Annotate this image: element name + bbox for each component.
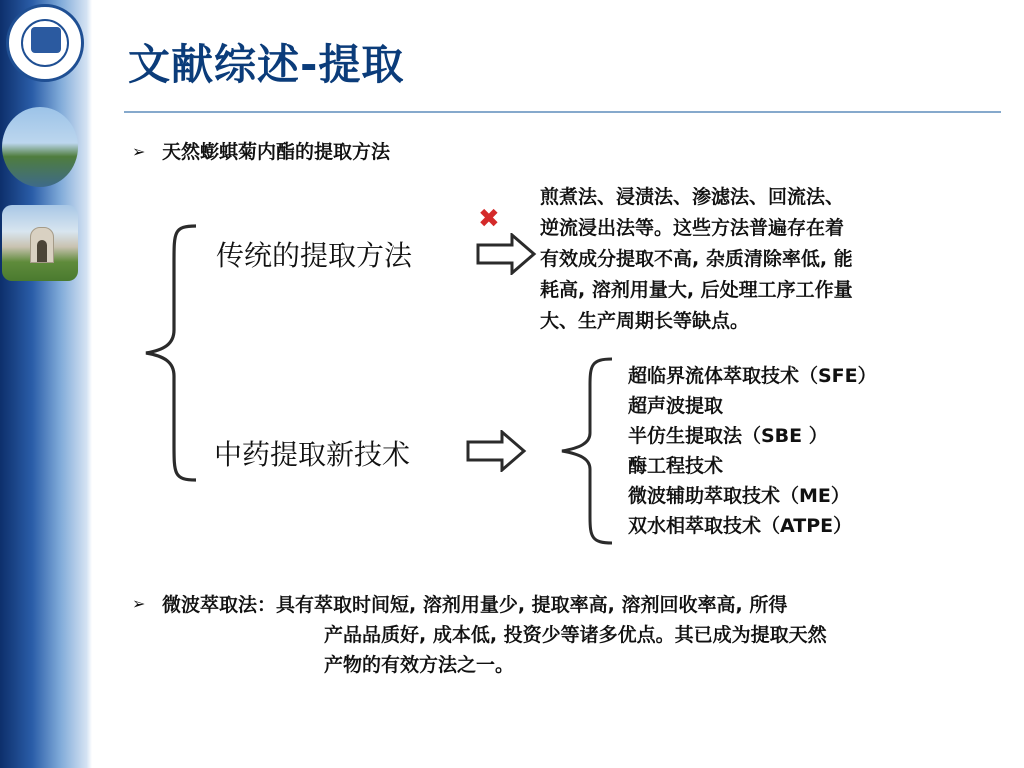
microwave-text <box>162 590 827 680</box>
campus-lake-photo <box>2 107 78 187</box>
list-item: 超声波提取 <box>628 395 724 417</box>
new-techniques-list <box>628 361 877 541</box>
microwave-line: 产品品质好, 成本低, 投资少等诸多优点。其已成为提取天然 <box>324 624 827 646</box>
desc-line: 煎煮法、浸渍法、渗滤法、回流法、 <box>540 186 845 208</box>
bullet-text: 天然蟛蜞菊内酯的提取方法 <box>162 141 391 163</box>
desc-line: 有效成分提取不高, 杂质清除率低, 能 <box>540 248 853 270</box>
list-item: 超临界流体萃取技术（SFE） <box>628 365 877 387</box>
list-item: 酶工程技术 <box>628 455 724 477</box>
arrow-right-icon <box>466 430 528 472</box>
list-item: 半仿生提取法（SBE ） <box>628 425 828 447</box>
red-cross-icon: ✖ <box>478 204 500 234</box>
desc-line: 耗高, 溶剂用量大, 后处理工序工作量 <box>540 279 853 301</box>
list-item: 微波辅助萃取技术（ME） <box>628 485 850 507</box>
title-divider <box>124 111 1001 113</box>
left-brace <box>138 222 208 484</box>
tcm-new-tech-label: 中药提取新技术 <box>214 438 411 471</box>
seal-emblem <box>31 27 61 53</box>
list-item: 双水相萃取技术（ATPE） <box>628 515 853 537</box>
campus-pavilion-photo <box>2 205 78 281</box>
bullet-arrow-icon: ➢ <box>132 142 146 161</box>
desc-line: 大、生产周期长等缺点。 <box>540 310 750 332</box>
band-edge <box>86 0 92 768</box>
arrow-right-icon <box>476 233 538 275</box>
desc-line: 逆流浸出法等。这些方法普遍存在着 <box>540 217 845 239</box>
bullet-arrow-icon: ➢ <box>132 594 146 613</box>
traditional-methods-description <box>540 182 980 337</box>
slide-title: 文献综述-提取 <box>128 40 405 89</box>
microwave-line: 微波萃取法：具有萃取时间短, 溶剂用量少, 提取率高, 溶剂回收率高, 所得 <box>162 594 788 616</box>
traditional-methods-label: 传统的提取方法 <box>216 239 413 272</box>
microwave-line: 产物的有效方法之一。 <box>324 654 515 676</box>
university-seal-icon <box>6 4 84 82</box>
left-decor-band <box>0 0 92 768</box>
pavilion-arch <box>30 227 54 263</box>
techniques-brace <box>556 355 618 547</box>
